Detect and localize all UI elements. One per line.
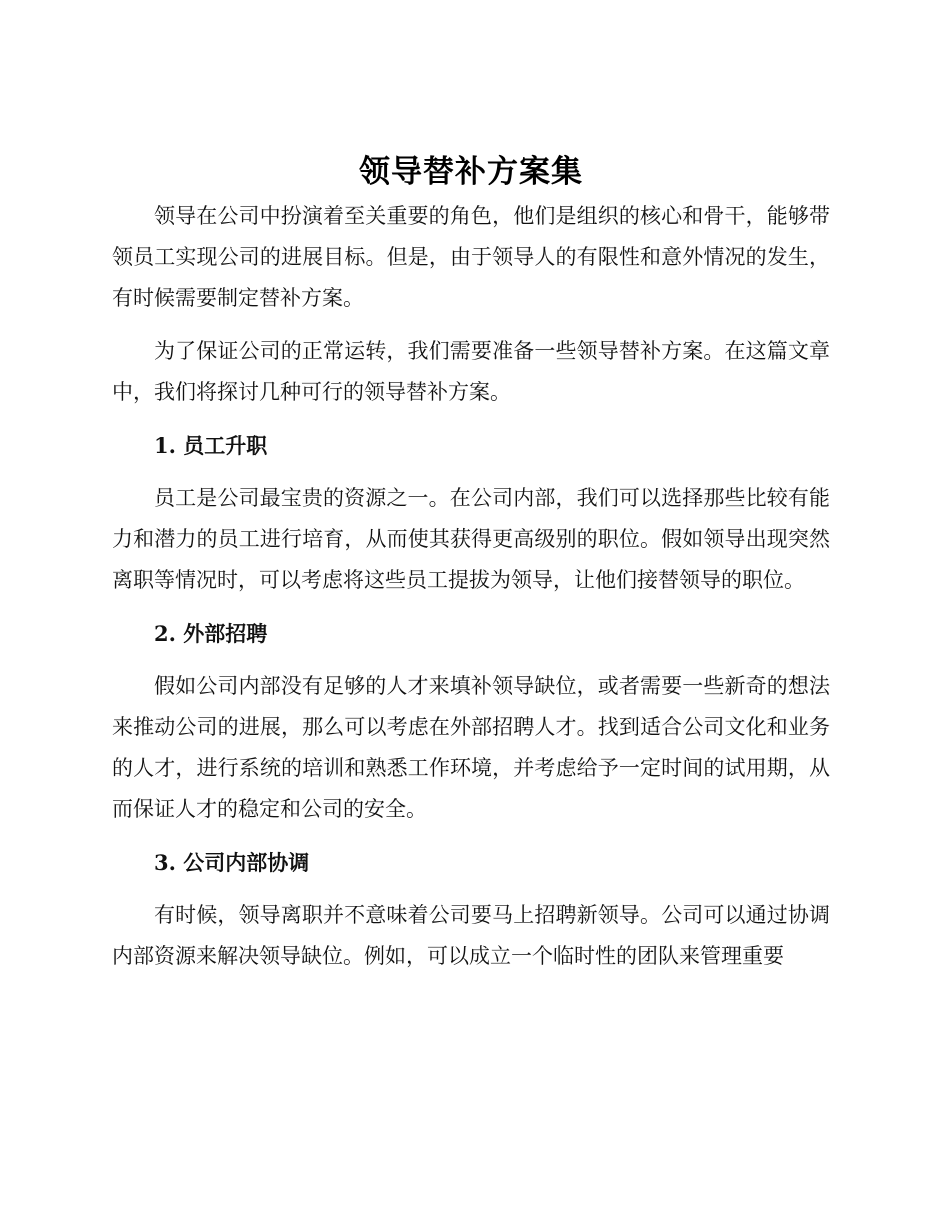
- section-heading-internal-coordination: 3. 公司内部协调: [154, 850, 310, 875]
- section-heading-external-recruitment: 2. 外部招聘: [154, 621, 268, 646]
- section-heading-employee-promotion: 1. 员工升职: [154, 433, 268, 458]
- document-page: [112, 148, 830, 977]
- document-title: 领导替补方案集: [359, 154, 583, 190]
- intro-paragraph-2: 为了保证公司的正常运转，我们需要准备一些领导替补方案。在这篇文章中，我们将探讨几种可行的领导替补方案。: [112, 339, 830, 404]
- intro-paragraph-1: 领导在公司中扮演着至关重要的角色，他们是组织的核心和骨干，能够带领员工实现公司的进展目标。但是，由于领导人的有限性和意外情况的发生，有时候需要制定替补方案。: [112, 204, 830, 310]
- section-body-internal-coordination: 有时候，领导离职并不意味着公司要马上招聘新领导。公司可以通过协调内部资源来解决领导缺位。例如，可以成立一个临时性的团队来管理重要: [112, 903, 830, 968]
- section-body-employee-promotion: 员工是公司最宝贵的资源之一。在公司内部，我们可以选择那些比较有能力和潜力的员工进行培育，从而使其获得更高级别的职位。假如领导出现突然离职等情况时，可以考虑将这些员工提拔为领导，让他们接替领导的职位。: [112, 486, 830, 592]
- section-body-external-recruitment: 假如公司内部没有足够的人才来填补领导缺位，或者需要一些新奇的想法来推动公司的进展，那么可以考虑在外部招聘人才。找到适合公司文化和业务的人才，进行系统的培训和熟悉工作环境，并考虑给予一定时间的试用期，从而保证人才的稳定和公司的安全。: [112, 674, 830, 821]
